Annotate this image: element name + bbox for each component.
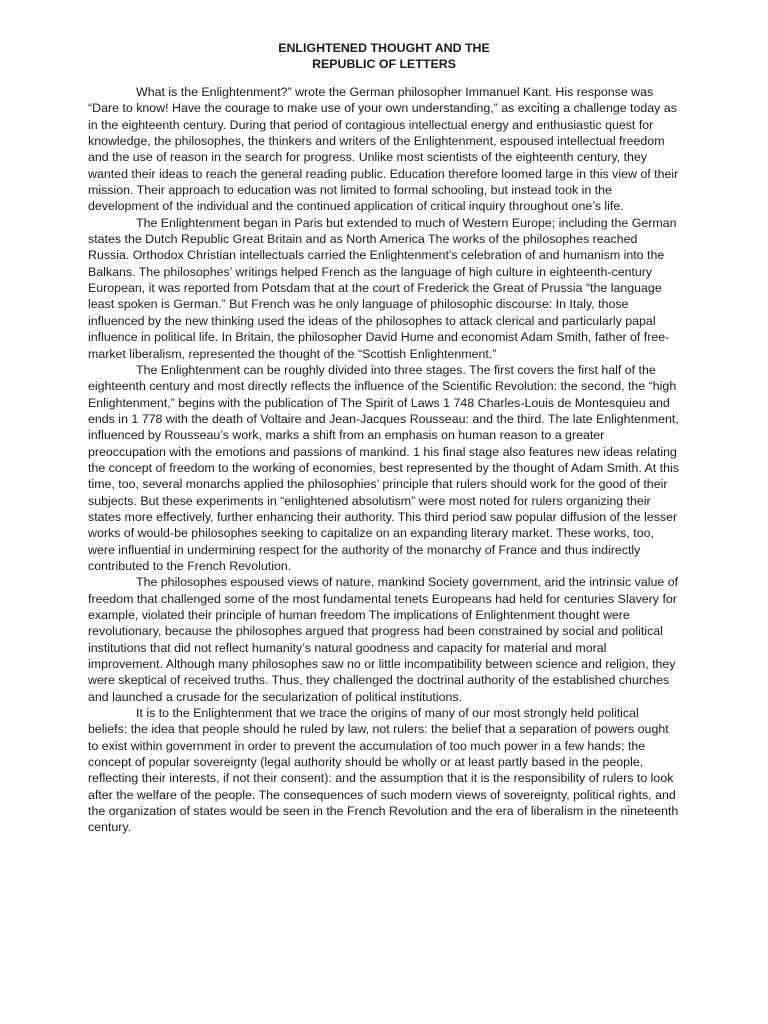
paragraph-1: What is the Enlightenment?” wrote the German philosopher Immanuel Kant. His response was “Dare to know! Have the courage to make use of your own understanding,” as exciting a challenge today as in the eighteenth century. During that period of contagious intellectual energy and enthusiastic quest for knowledge, the philosophes, the thinkers and writers of the Enlightenment, espoused intellectual freedom and the use of reason in the search for progress. Unlike most scientists of the eighteenth century, they wanted their ideas to reach the general reading public. Education therefore loomed large in this view of their mission. Their approach to education was not limited to formal schooling, but instead took in the development of the individual and the continued application of critical inquiry throughout one’s life. xyxy=(88,85,679,214)
paragraph-4: The philosophes espoused views of nature, mankind Society government, arid the intrinsic value of freedom that challenged some of the most fundamental tenets Europeans had held for centuries Slavery for example, violated their principle of human freedom The implications of Enlightenment thought were revolutionary, because the philosophes argued that progress had been constrained by social and political institutions that did not reflect humanity’s natural goodness and capacity for material and moral improvement. Although many philosophes saw no or little incompatibility between science and religion, they were skeptical of received truths. Thus, they challenged the doctrinal authority of the established churches and launched a crusade for the secularization of political institutions. xyxy=(88,575,679,704)
title-line-1: ENLIGHTENED THOUGHT AND THE xyxy=(278,41,490,55)
paragraph-3: The Enlightenment can be roughly divided into three stages. The first covers the first half of the eighteenth century and most directly reflects the influence of the Scientific Revolution: the second, the “high Enlightenment,” begins with the publication of The Spirit of Laws 1 748 Charles-Louis de Montesquieu and ends in 1 778 with the death of Voltaire and Jean-Jacques Rousseau: and the third. The late Enlightenment, influenced by Rousseau’s work, marks a shift from an emphasis on human reason to a greater preoccupation with the emotions and passions of mankind. 1 his final stage also features new ideas relating the concept of freedom to the working of economies, best represented by the thought of Adam Smith. At this time, too, several monarchs applied the philosophies’ principle that rulers should work for the good of their subjects. But these experiments in “enlightened absolutism” were most noted for rulers organizing their states more effectively, further enhancing their authority. This third period saw popular diffusion of the lesser works of would-be philosophes seeking to capitalize on an expanding literary market. These works, too, were influential in undermining respect for the authority of the monarchy of France and thus indirectly contributed to the French Revolution. xyxy=(88,362,679,573)
paragraph-2: The Enlightenment began in Paris but extended to much of Western Europe; including the German states the Dutch Republic Great Britain and as North America The works of the philosophes reached Russia. Orthodox Christian intellectuals carried the Enlightenment’s celebration of and humanism into the Balkans. The philosophes’ writings helped French as the language of high culture in eighteenth-century European, it was reported from Potsdam that at the court of Frederick the Great of Prussia “the language least spoken is German.” But French was he only language of philosophic discourse: In Italy, those influenced by the new thinking used the ideas of the philosophes to attack clerical and particularly papal influence in political life. In Britain, the philosopher David Hume and economist Adam Smith, father of free-market liberalism, represented the thought of the “Scottish Enlightenment.” xyxy=(88,215,677,361)
paragraph-5: It is to the Enlightenment that we trace the origins of many of our most strongly held political beliefs: the idea that people should he ruled by law, not rulers: the belief that a separation of powers ought to exist within government in order to prevent the accumulation of too much power in a few hands; the concept of popular sovereignty (legal authority should be wholly or at least partly based in the people, reflecting their interests, if not their consent): and the assumption that it is the responsibility of rulers to look after the welfare of the people. The consequences of such modern views of sovereignty, political rights, and the organization of states would be seen in the French Revolution and the era of liberalism in the nineteenth century. xyxy=(88,706,679,835)
title-line-2: REPUBLIC OF LETTERS xyxy=(312,57,456,71)
document-title xyxy=(88,40,680,72)
document-page xyxy=(88,40,680,836)
